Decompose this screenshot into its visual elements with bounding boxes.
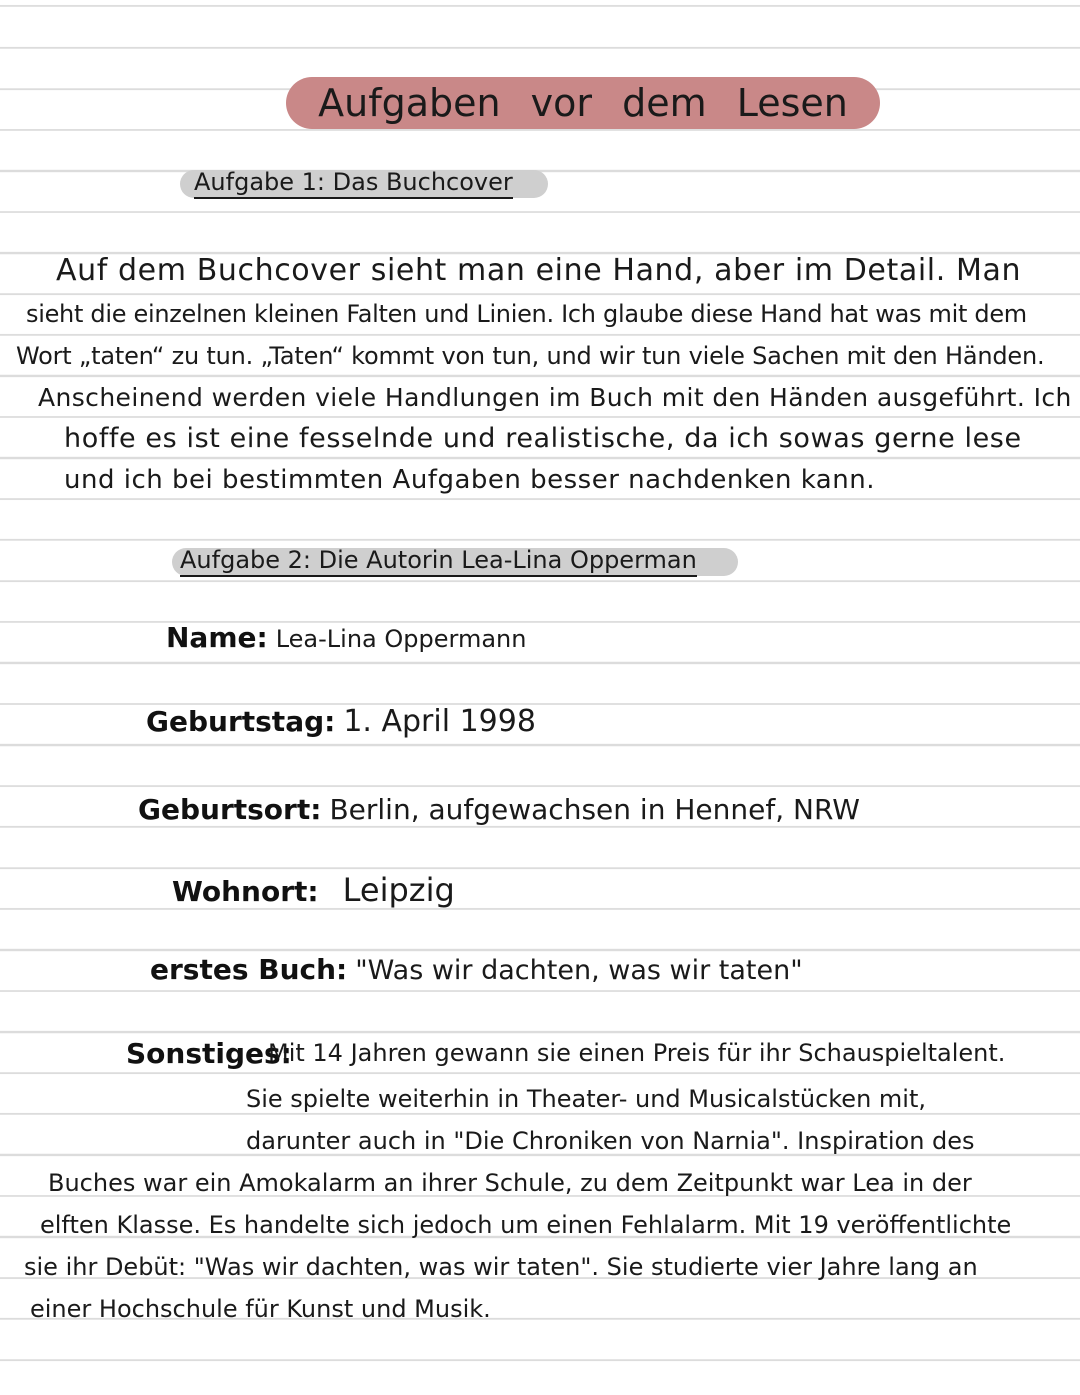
field-name [166,618,526,662]
other-text-line: sie ihr Debüt: "Was wir dachten, was wir taten". Sie studierte vier Jahre lang an [24,1253,978,1281]
task1-line: Anscheinend werden viele Handlungen im Buch mit den Händen ausgeführt. Ich [38,383,1072,412]
field-birthday [146,702,536,746]
task1-line: und ich bei bestimmten Aufgaben besser nachdenken kann. [64,465,875,495]
first-book-label: erstes Buch: [150,953,348,986]
field-other [126,1034,292,1078]
other-text-line: elften Klasse. Es handelte sich jedoch um einen Fehlalarm. Mit 19 veröffentlichte [40,1211,1012,1239]
birthplace-label: Geburtsort: [138,793,322,826]
field-birthplace [138,790,860,834]
residence-label: Wohnort: [172,875,319,908]
residence-value: Leipzig [342,871,455,909]
name-label: Name: [166,621,268,654]
task1-line: Auf dem Buchcover sieht man eine Hand, aber im Detail. Man [56,253,1022,288]
first-book-value: "Was wir dachten, was wir taten" [355,955,803,986]
other-text-line: einer Hochschule für Kunst und Musik. [30,1295,491,1323]
task1-heading: Aufgabe 1: Das Buchcover [194,167,513,199]
task1-line: Wort „taten“ zu tun. „Taten“ kommt von tun, und wir tun viele Sachen mit den Händen. [16,342,1045,370]
task2-heading: Aufgabe 2: Die Autorin Lea-Lina Opperman [180,545,697,577]
birthday-value: 1. April 1998 [343,704,536,739]
other-text-line: Sie spielte weiterhin in Theater- und Musicalstücken mit, [246,1085,926,1113]
page-title: Aufgaben vor dem Lesen [318,81,848,125]
field-residence [172,870,455,916]
birthplace-value: Berlin, aufgewachsen in Hennef, NRW [329,793,860,826]
field-first-book [150,950,803,994]
other-text-line: Buches war ein Amokalarm an ihrer Schule, zu dem Zeitpunkt war Lea in der [48,1169,972,1197]
task1-line: sieht die einzelnen kleinen Falten und Linien. Ich glaube diese Hand hat was mit dem [26,300,1027,328]
other-text-line: Mit 14 Jahren gewann sie einen Preis für ihr Schauspieltalent. [268,1039,1006,1067]
task1-line: hoffe es ist eine fesselnde und realistische, da ich sowas gerne lese [64,423,1022,454]
name-value: Lea-Lina Oppermann [275,625,527,653]
birthday-label: Geburtstag: [146,705,336,738]
other-label: Sonstiges: [126,1037,292,1070]
other-text-line: darunter auch in "Die Chroniken von Narnia". Inspiration des [246,1127,975,1155]
